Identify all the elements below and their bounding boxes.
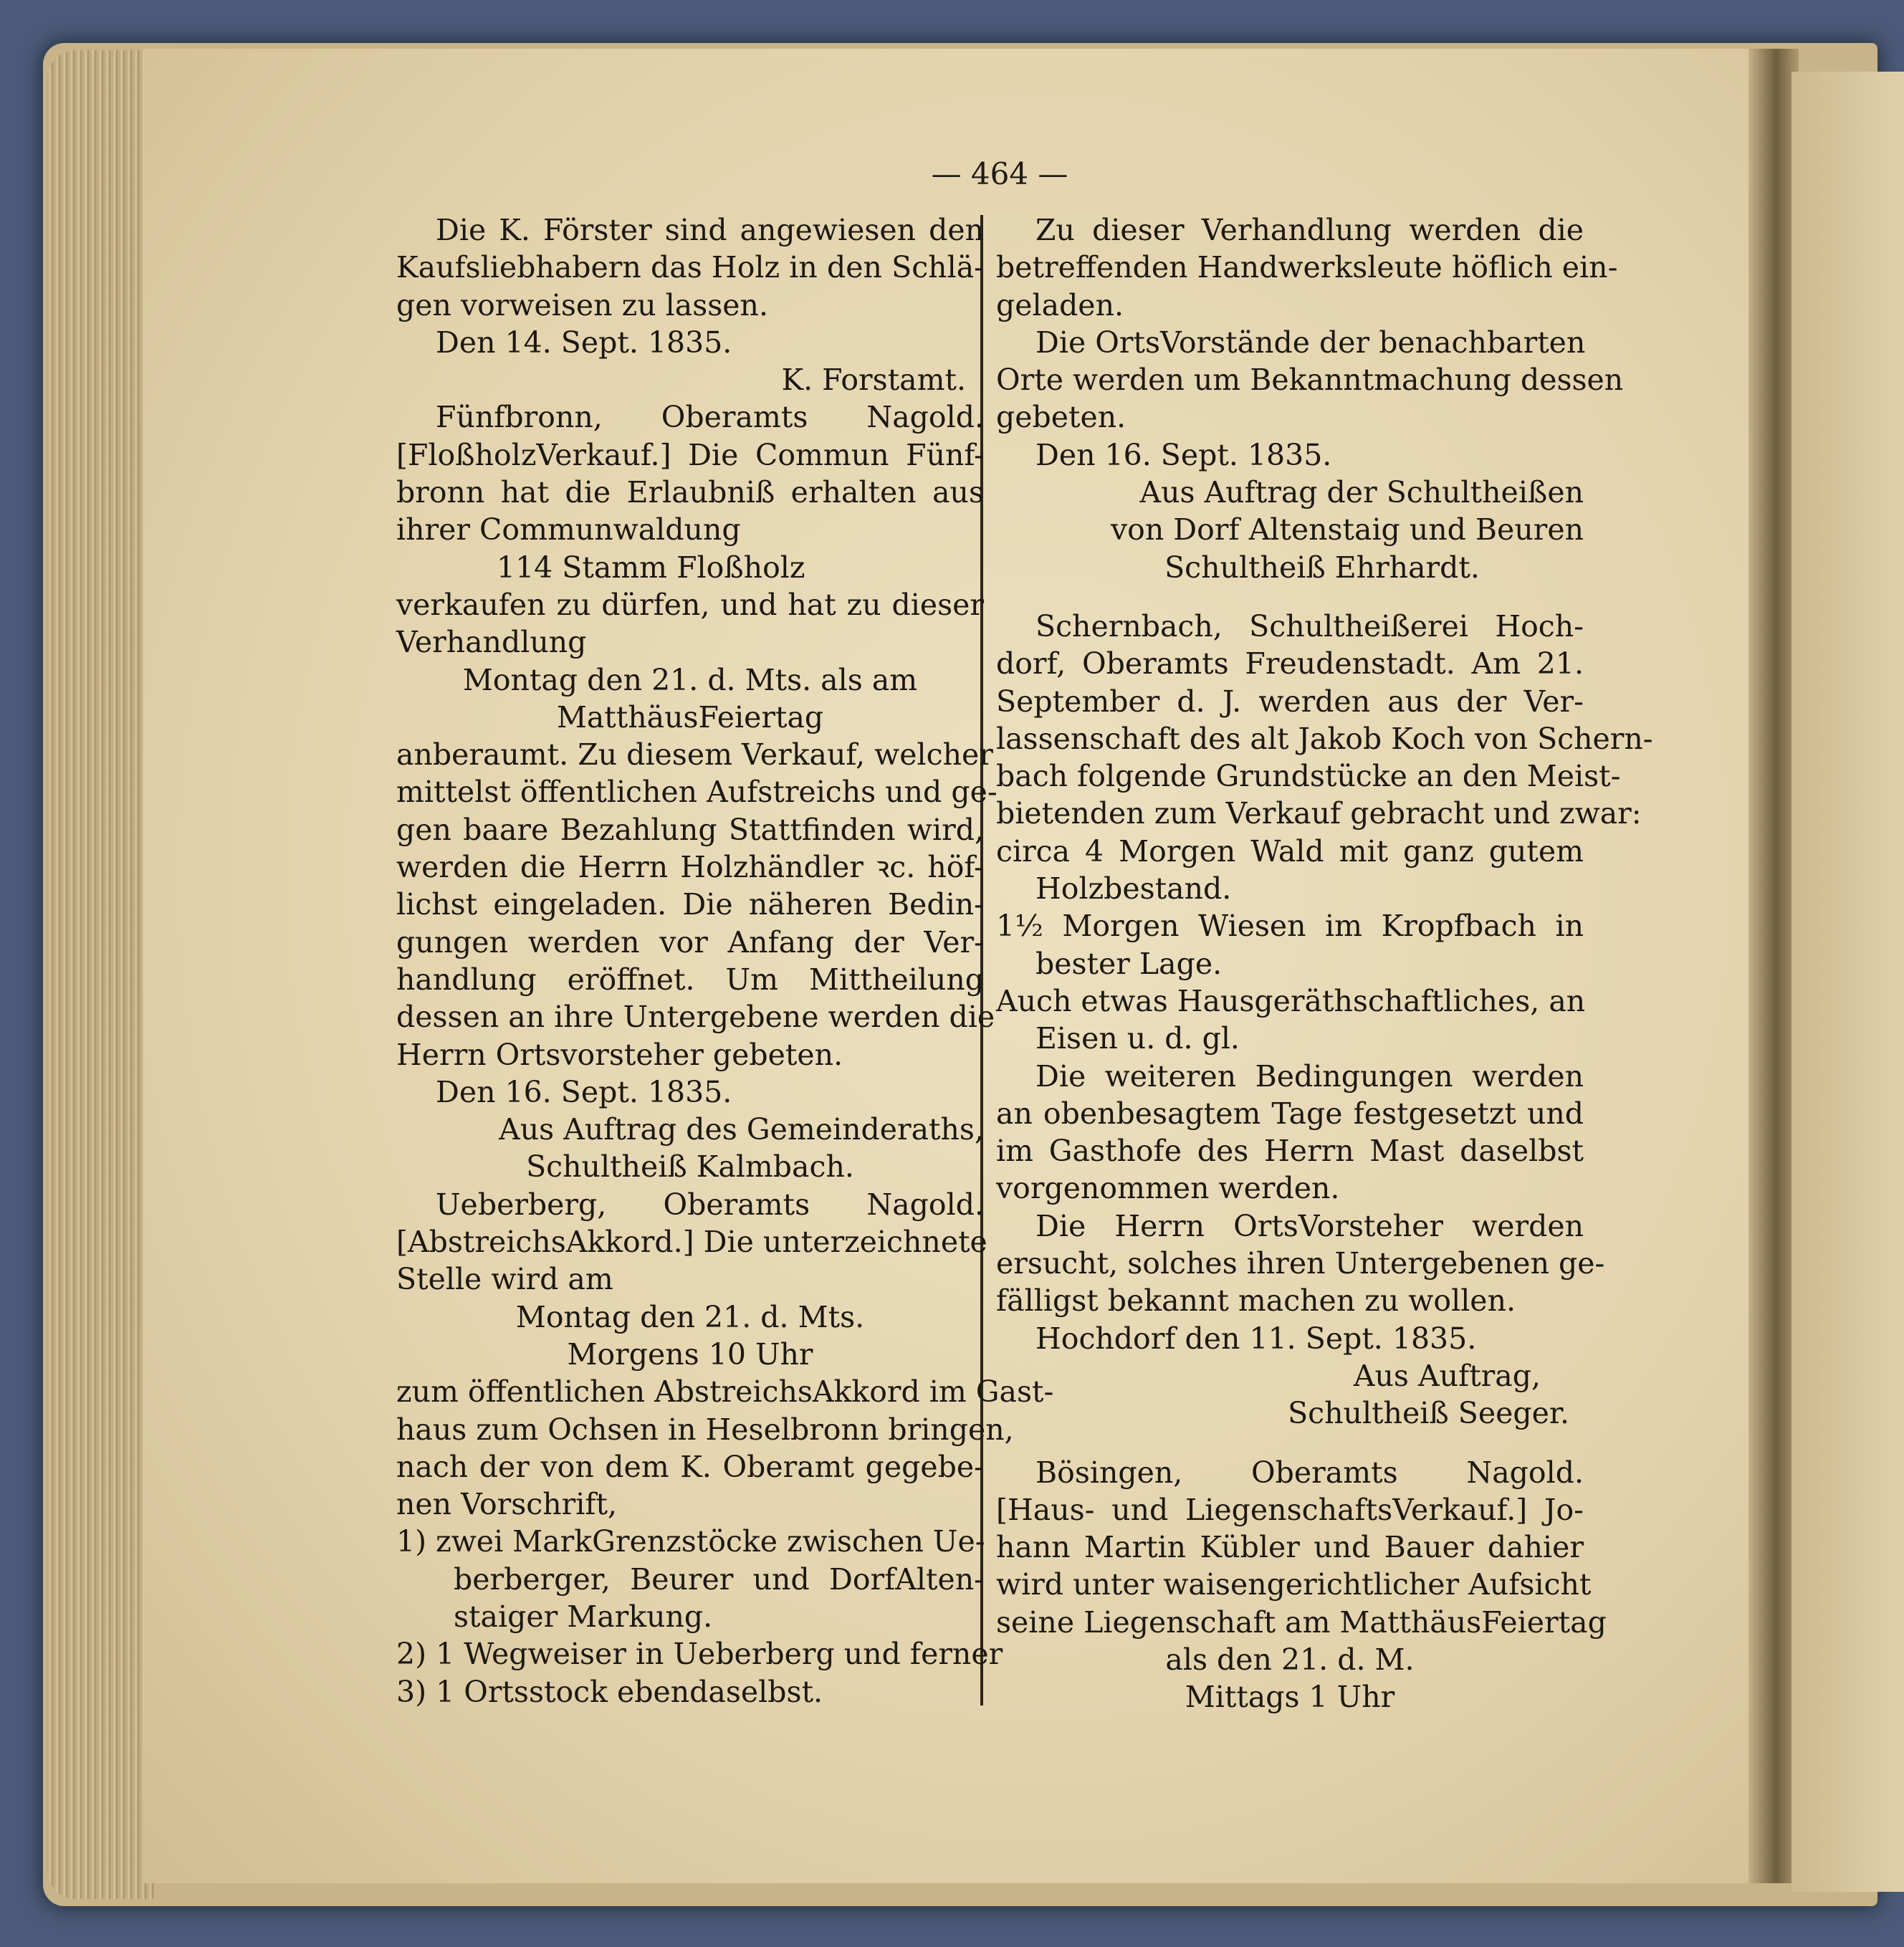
text-line: Holzbestand. [1035, 871, 1232, 906]
text-line: anberaumt. Zu diesem Verkauf, welcher [396, 737, 993, 772]
text-line: [AbstreichsAkkord.] Die unterzeichnete [396, 1225, 987, 1260]
text-line: 1½ Morgen Wiesen im Kropfbach in [996, 909, 1584, 944]
list-item: 2) 1 Wegweiser in Ueberberg und ferner [396, 1637, 1003, 1672]
text-line: Die OrtsVorstände der benachbarten [1035, 325, 1586, 360]
text-line: nen Vorschrift, [396, 1487, 618, 1522]
text-line: vorgenommen werden. [996, 1171, 1340, 1206]
list-item: berberger, Beurer und DorfAlten- [454, 1561, 984, 1597]
text-line: haus zum Ochsen in Heselbronn bringen, [396, 1412, 1014, 1447]
list-item: 1) zwei MarkGrenzstöcke zwischen Ue- [396, 1524, 985, 1559]
text-line: September d. J. werden aus der Ver- [996, 684, 1584, 719]
text-line: Die weiteren Bedingungen werden [1035, 1058, 1584, 1094]
notice-heading: Schernbach, Schultheißerei Hoch- [1035, 608, 1584, 644]
text-line: von Dorf Altenstaig und Beuren [1110, 512, 1584, 547]
text-line: [FloßholzVerkauf.] Die Commun Fünf- [396, 437, 984, 472]
text-line: betreffenden Handwerksleute höflich ein- [996, 250, 1618, 285]
text-line: Auch etwas Hausgeräthschaftliches, an [996, 983, 1586, 1018]
notice-heading: Ueberberg, Oberamts Nagold. [436, 1187, 984, 1222]
signature: Schultheiß Ehrhardt. [1164, 550, 1480, 585]
text-line: 114 Stamm Floßholz [497, 550, 805, 585]
text-line: gen vorweisen zu lassen. [396, 287, 768, 322]
text-line: Verhandlung [396, 625, 587, 660]
list-item: 3) 1 Ortsstock ebendaselbst. [396, 1674, 823, 1709]
text-line: dessen an ihre Untergebene werden die [396, 1000, 995, 1035]
text-line: im Gasthofe des Herrn Mast daselbst [996, 1134, 1584, 1169]
text-line: Stelle wird am [396, 1262, 613, 1297]
text-line: Aus Auftrag des Gemeinderaths, [499, 1112, 984, 1147]
text-line: geladen. [996, 287, 1124, 322]
page-number: — 464 — [931, 156, 1068, 191]
text-line: Montag den 21. d. Mts. [515, 1299, 865, 1334]
dateline: Hochdorf den 11. Sept. 1835. [1035, 1321, 1477, 1356]
text-line: als den 21. d. M. [1165, 1642, 1415, 1677]
text-line: werden die Herrn Holzhändler ꝛc. höf- [396, 850, 984, 885]
text-line: fälligst bekannt machen zu wollen. [996, 1283, 1516, 1319]
text-line: lassenschaft des alt Jakob Koch von Schern- [996, 721, 1653, 756]
list-item: staiger Markung. [454, 1599, 713, 1634]
text-line: Die K. Förster sind angewiesen den [436, 213, 984, 247]
dateline: Den 14. Sept. 1835. [436, 325, 732, 360]
text-line: wird unter waisengerichtlicher Aufsicht [996, 1567, 1592, 1602]
text-line: [Haus- und LiegenschaftsVerkauf.] Jo- [996, 1492, 1584, 1527]
dateline: Den 16. Sept. 1835. [436, 1074, 732, 1109]
text-line: Aus Auftrag, [1353, 1358, 1541, 1393]
text-line: Eisen u. d. gl. [1035, 1021, 1240, 1056]
facing-page-edge [1791, 72, 1904, 1892]
text-line: bach folgende Grundstücke an den Meist- [996, 759, 1621, 794]
text-line: verkaufen zu dürfen, und hat zu dieser [396, 587, 984, 622]
text-line: bietenden zum Verkauf gebracht und zwar: [996, 796, 1642, 831]
text-line: lichst eingeladen. Die näheren Bedin- [396, 887, 984, 922]
text-line: Die Herrn OrtsVorsteher werden [1035, 1208, 1584, 1243]
text-line: gungen werden vor Anfang der Ver- [396, 924, 984, 960]
text-line: seine Liegenschaft am MatthäusFeiertag [996, 1604, 1607, 1640]
spacer [996, 586, 1584, 608]
text-line: Mittags 1 Uhr [1185, 1680, 1395, 1715]
page-edges [47, 50, 155, 1899]
text-line: Kaufsliebhabern das Holz in den Schlä- [396, 250, 984, 285]
signature: K. Forstamt. [781, 363, 966, 398]
signature: Schultheiß Kalmbach. [526, 1149, 854, 1185]
text-line: gebeten. [996, 400, 1126, 435]
text-line: mittelst öffentlichen Aufstreichs und ge- [396, 775, 998, 810]
text-line: MatthäusFeiertag [556, 699, 824, 735]
text-line: dorf, Oberamts Freudenstadt. Am 21. [996, 646, 1584, 681]
text-line: an obenbesagtem Tage festgesetzt und [996, 1096, 1584, 1131]
dateline: Den 16. Sept. 1835. [1035, 437, 1332, 472]
text-line: bronn hat die Erlaubniß erhalten aus [396, 475, 984, 510]
text-line: Zu dieser Verhandlung werden die [1035, 213, 1584, 247]
text-line: handlung eröffnet. Um Mittheilung [396, 962, 984, 997]
text-line: nach der von dem K. Oberamt gegebe- [396, 1449, 984, 1484]
text-line: bester Lage. [1035, 946, 1223, 981]
text-line: Aus Auftrag der Schultheißen [1139, 475, 1584, 510]
text-line: zum öffentlichen AbstreichsAkkord im Gast- [396, 1374, 1054, 1410]
text-line: Morgens 10 Uhr [567, 1336, 813, 1372]
text-line: gen baare Bezahlung Stattfinden wird, [396, 812, 984, 847]
text-line: ihrer Communwaldung [396, 512, 741, 547]
right-column [996, 211, 1653, 1716]
text-line: Herrn Ortsvorsteher gebeten. [396, 1037, 843, 1072]
text-line: circa 4 Morgen Wald mit ganz gutem [996, 833, 1584, 869]
text-line: hann Martin Kübler und Bauer dahier [996, 1530, 1584, 1565]
signature: Schultheiß Seeger. [1288, 1396, 1569, 1431]
spacer [996, 1432, 1584, 1454]
text-line: ersucht, solches ihren Untergebenen ge- [996, 1246, 1605, 1281]
text-line: Montag den 21. d. Mts. als am [462, 662, 918, 697]
notice-heading: Bösingen, Oberamts Nagold. [1035, 1455, 1584, 1490]
left-column [396, 211, 1054, 1711]
text-line: Orte werden um Bekanntmachung dessen [996, 363, 1624, 398]
notice-heading: Fünfbronn, Oberamts Nagold. [436, 400, 984, 435]
